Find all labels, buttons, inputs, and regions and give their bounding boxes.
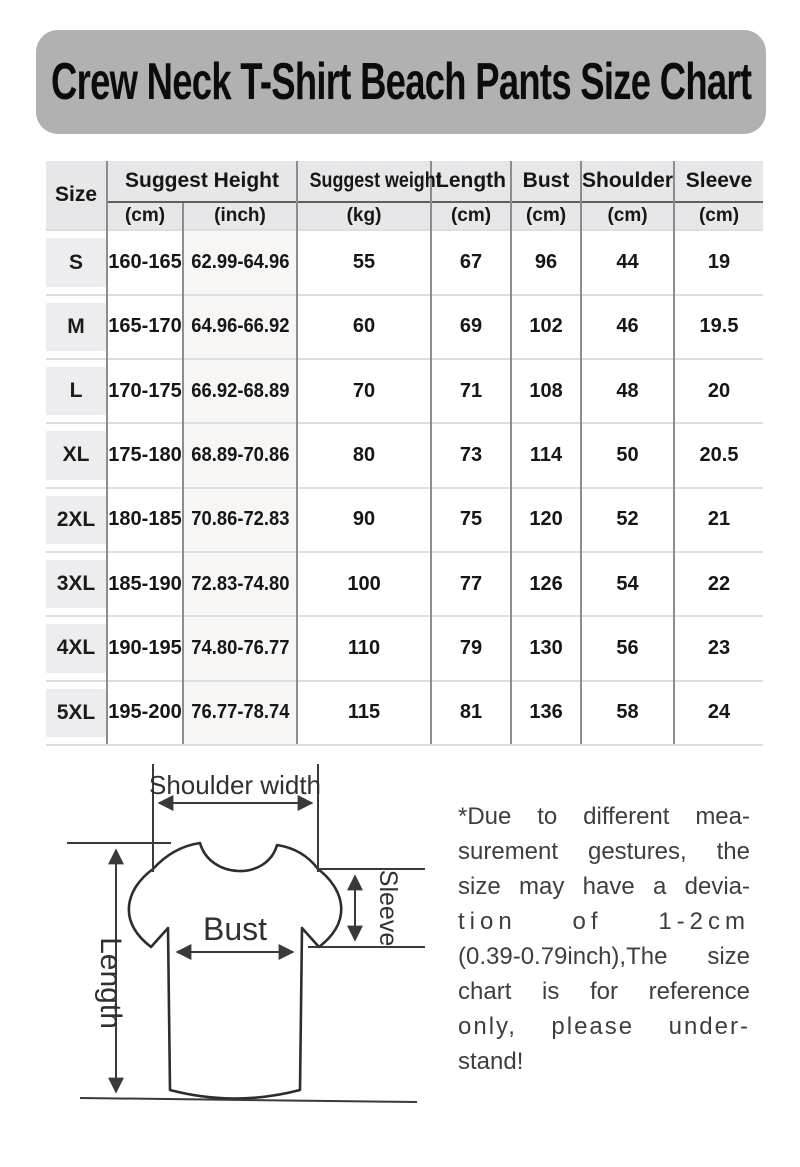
title-banner (36, 30, 766, 134)
weight-value: 80 (297, 423, 431, 487)
size-cell (46, 359, 107, 423)
table-row-s (46, 230, 763, 294)
shoulder-width-label: Shoulder width (149, 770, 321, 800)
shoulder-value: 48 (581, 359, 674, 423)
shoulder-value: 52 (581, 488, 674, 552)
height-cm-value: 165-170 (107, 295, 183, 359)
shoulder-value: 46 (581, 295, 674, 359)
table-row-m (46, 295, 763, 359)
length-value: 69 (431, 295, 511, 359)
length-value: 67 (431, 230, 511, 294)
unit-weight-kg: (kg) (297, 202, 431, 230)
sleeve-value: 20.5 (674, 423, 763, 487)
col-header-length: Length (431, 161, 511, 202)
weight-value: 115 (297, 681, 431, 745)
size-chart-table (46, 161, 763, 746)
unit-length-cm: (cm) (431, 202, 511, 230)
weight-value: 110 (297, 616, 431, 680)
sleeve-label: Sleeve (374, 869, 402, 947)
size-cell (46, 552, 107, 616)
sleeve-value: 19 (674, 230, 763, 294)
tshirt-measurement-diagram (55, 758, 435, 1128)
height-inch-value: 64.96-66.92 (183, 295, 297, 359)
unit-height-inch: (inch) (183, 202, 297, 230)
height-inch-value: 68.89-70.86 (183, 423, 297, 487)
length-value: 79 (431, 616, 511, 680)
sleeve-value: 19.5 (674, 295, 763, 359)
unit-shoulder-cm: (cm) (581, 202, 674, 230)
size-cell (46, 423, 107, 487)
note-line: stand! (458, 1048, 524, 1075)
height-cm-value: 185-190 (107, 552, 183, 616)
table-row-2xl (46, 488, 763, 552)
tshirt-outline (129, 843, 341, 1099)
size-cell (46, 616, 107, 680)
deviation-note (458, 799, 750, 1079)
size-badge: 5XL (46, 689, 106, 737)
table-header-row (46, 161, 763, 202)
size-cell (46, 681, 107, 745)
size-cell (46, 230, 107, 294)
col-header-shoulder: Shoulder (581, 161, 674, 202)
size-badge: M (46, 303, 106, 351)
col-header-suggest-weight: Suggest weight (297, 161, 431, 202)
height-cm-value: 190-195 (107, 616, 183, 680)
unit-sleeve-cm: (cm) (674, 202, 763, 230)
size-cell (46, 295, 107, 359)
height-inch-value: 66.92-68.89 (183, 359, 297, 423)
length-value: 71 (431, 359, 511, 423)
bust-label: Bust (202, 911, 268, 947)
shoulder-value: 54 (581, 552, 674, 616)
size-cell (46, 488, 107, 552)
bust-value: 102 (511, 295, 581, 359)
sleeve-value: 23 (674, 616, 763, 680)
unit-bust-cm: (cm) (511, 202, 581, 230)
height-inch-value: 70.86-72.83 (183, 488, 297, 552)
bust-value: 96 (511, 230, 581, 294)
weight-value: 90 (297, 488, 431, 552)
bust-value: 136 (511, 681, 581, 745)
length-value: 77 (431, 552, 511, 616)
col-header-size: Size (46, 161, 107, 230)
height-inch-value: 76.77-78.74 (183, 681, 297, 745)
table-units-row (46, 202, 763, 230)
shoulder-value: 58 (581, 681, 674, 745)
height-cm-value: 180-185 (107, 488, 183, 552)
sleeve-value: 24 (674, 681, 763, 745)
size-badge: 4XL (46, 624, 106, 672)
bust-value: 130 (511, 616, 581, 680)
bust-value: 108 (511, 359, 581, 423)
note-line: only, please under- (458, 1013, 750, 1040)
height-cm-value: 160-165 (107, 230, 183, 294)
shoulder-value: 50 (581, 423, 674, 487)
unit-height-cm: (cm) (107, 202, 183, 230)
bust-value: 114 (511, 423, 581, 487)
length-label: Length (94, 937, 127, 1029)
bust-value: 126 (511, 552, 581, 616)
bust-value: 120 (511, 488, 581, 552)
table-row-5xl (46, 681, 763, 745)
note-line: tion of 1-2cm (458, 908, 750, 935)
table-row-3xl (46, 552, 763, 616)
weight-value: 70 (297, 359, 431, 423)
weight-value: 60 (297, 295, 431, 359)
note-line: size may have a devia- (458, 873, 750, 900)
size-badge: S (46, 238, 106, 286)
note-line: chart is for reference (458, 978, 750, 1005)
weight-value: 55 (297, 230, 431, 294)
height-cm-value: 195-200 (107, 681, 183, 745)
table-row-4xl (46, 616, 763, 680)
size-badge: L (46, 367, 106, 415)
col-header-suggest-height: Suggest Height (107, 161, 297, 202)
length-value: 81 (431, 681, 511, 745)
note-line: *Due to different mea- (458, 803, 750, 830)
length-value: 75 (431, 488, 511, 552)
table-row-l (46, 359, 763, 423)
height-inch-value: 62.99-64.96 (183, 230, 297, 294)
col-header-bust: Bust (511, 161, 581, 202)
sleeve-value: 21 (674, 488, 763, 552)
sleeve-value: 22 (674, 552, 763, 616)
height-inch-value: 72.83-74.80 (183, 552, 297, 616)
shoulder-value: 56 (581, 616, 674, 680)
height-cm-value: 170-175 (107, 359, 183, 423)
size-badge: XL (46, 431, 106, 479)
size-badge: 2XL (46, 496, 106, 544)
note-line: (0.39-0.79inch),The size (458, 943, 750, 970)
size-badge: 3XL (46, 560, 106, 608)
weight-value: 100 (297, 552, 431, 616)
col-header-sleeve: Sleeve (674, 161, 763, 202)
shoulder-value: 44 (581, 230, 674, 294)
sleeve-value: 20 (674, 359, 763, 423)
page-title: Crew Neck T-Shirt Beach Pants Size Chart (50, 53, 752, 111)
height-inch-value: 74.80-76.77 (183, 616, 297, 680)
height-cm-value: 175-180 (107, 423, 183, 487)
note-line: surement gestures, the (458, 838, 750, 865)
length-value: 73 (431, 423, 511, 487)
table-row-xl (46, 423, 763, 487)
